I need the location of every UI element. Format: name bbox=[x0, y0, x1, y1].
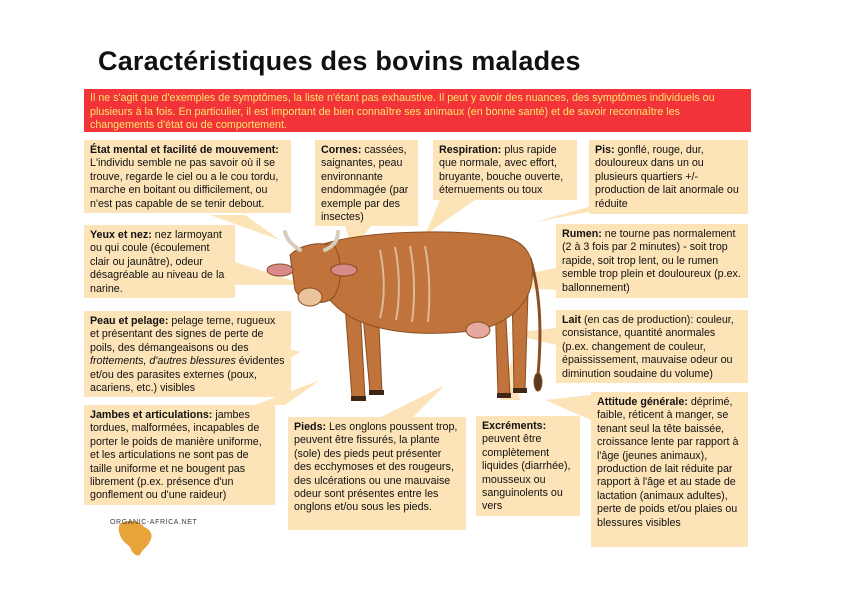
box-lait-label: Lait bbox=[562, 314, 582, 326]
box-pieds-label: Pieds: bbox=[294, 421, 327, 433]
box-excrements-label: Excréments: bbox=[482, 420, 547, 432]
box-pieds bbox=[288, 417, 466, 530]
box-lait-text: (en cas de production): couleur, consistance, quantité anormales (p.ex. changement de couleur, épaississement, mauvaise odeur ou diminution soudaine du volume) bbox=[562, 314, 734, 380]
box-jambes-articulations-text: jambes tordues, malformées, incapables de porter le poids de manière uniforme, et les articulations ne sont pas de taille uniforme et ne bougent pas librement (p.ex. présence d'un gonflement ou d'une raideur) bbox=[90, 409, 262, 502]
box-yeux-nez-label: Yeux et nez: bbox=[90, 229, 152, 241]
box-jambes-articulations bbox=[84, 405, 275, 505]
box-pis-label: Pis: bbox=[595, 144, 615, 156]
box-respiration bbox=[433, 140, 577, 200]
box-attitude-generale-text: déprimé, faible, réticent à manger, se tenant seul la tête baissée, croissance lente par rapport à l'âge (jeunes animaux), production de lait réduite par rapport à l'âge et au stade de lactation (animaux adultes), perte de poids et/ou plaies ou blessures visibles bbox=[597, 396, 739, 529]
box-peau-pelage bbox=[84, 311, 291, 397]
box-lait bbox=[556, 310, 748, 383]
box-mental-state bbox=[84, 140, 291, 213]
box-cornes-text: cassées, saignantes, peau environnante endommagée (par exemple par des insectes) bbox=[321, 144, 409, 224]
box-rumen-text: ne tourne pas normalement (2 à 3 fois par 2 minutes) - soit trop rapide, soit trop lent, ou le rumen semble trop plein et douloureux (p.ex. ballonnement) bbox=[562, 228, 741, 294]
box-yeux-nez-text: nez larmoyant ou qui coule (écoulement clair ou jaunâtre), odeur désagréable au niveau de la narine. bbox=[90, 229, 225, 295]
box-peau-pelage-label: Peau et pelage: bbox=[90, 315, 169, 327]
box-pis bbox=[589, 140, 748, 214]
box-mental-state-label: État mental et facilité de mouvement: bbox=[90, 144, 279, 156]
box-pieds-text: Les onglons poussent trop, peuvent être fissurés, la plante (sole) des pieds peut présenter des ecchymoses et des rougeurs, des ulcérations ou une mauvaise odeur sont présentes entre les onglons et/ou sous les pieds. bbox=[294, 421, 458, 514]
box-mental-state-text: L'individu semble ne pas savoir où il se trouve, regarde le ciel ou a le cou tordu, marche en boitant ou difficilement, ou n'est pas capable de se tenir debout. bbox=[90, 157, 279, 210]
box-respiration-text: plus rapide que normale, avec effort, bruyante, bouche ouverte, éternuements ou toux bbox=[439, 144, 564, 197]
box-excrements bbox=[476, 416, 580, 516]
box-cornes-label: Cornes: bbox=[321, 144, 362, 156]
box-attitude-generale-label: Attitude générale: bbox=[597, 396, 688, 408]
box-yeux-nez bbox=[84, 225, 235, 298]
box-respiration-label: Respiration: bbox=[439, 144, 502, 156]
box-peau-pelage-italic: frottements, d'autres blessures bbox=[90, 355, 236, 368]
page-title: Caractéristiques des bovins malades bbox=[98, 46, 581, 76]
box-peau-pelage-text-2: évidentes et/ou des parasites externes (poux, acariens, etc.) visibles bbox=[90, 355, 285, 395]
box-rumen-label: Rumen: bbox=[562, 228, 602, 240]
box-pis-text: gonflé, rouge, dur, douloureux dans un ou plusieurs quartiers +/- production de lait anormale ou réduite bbox=[595, 144, 739, 210]
logo-text: ORGANIC-AFRICA.NET bbox=[110, 519, 198, 526]
warning-banner: Il ne s'agit que d'exemples de symptômes, la liste n'étant pas exhaustive. Il peut y avoir des nuances, des symptômes individuels ou plusieurs à la fois. En particulier, il est important de bien connaître ses animaux (en bonne santé) et de savoir reconnaître les changements d'état ou de comportement. bbox=[84, 89, 751, 132]
box-excrements-text: peuvent être complètement liquides (diarrhée), mousseux ou sanguinolents ou vers bbox=[482, 433, 571, 513]
box-jambes-articulations-label: Jambes et articulations: bbox=[90, 409, 213, 421]
box-cornes bbox=[315, 140, 418, 226]
box-rumen bbox=[556, 224, 748, 298]
box-peau-pelage-text: pelage terne, rugueux et présentant des signes de perte de poils, des démangeaisons ou des bbox=[90, 315, 276, 354]
box-attitude-generale bbox=[591, 392, 748, 547]
